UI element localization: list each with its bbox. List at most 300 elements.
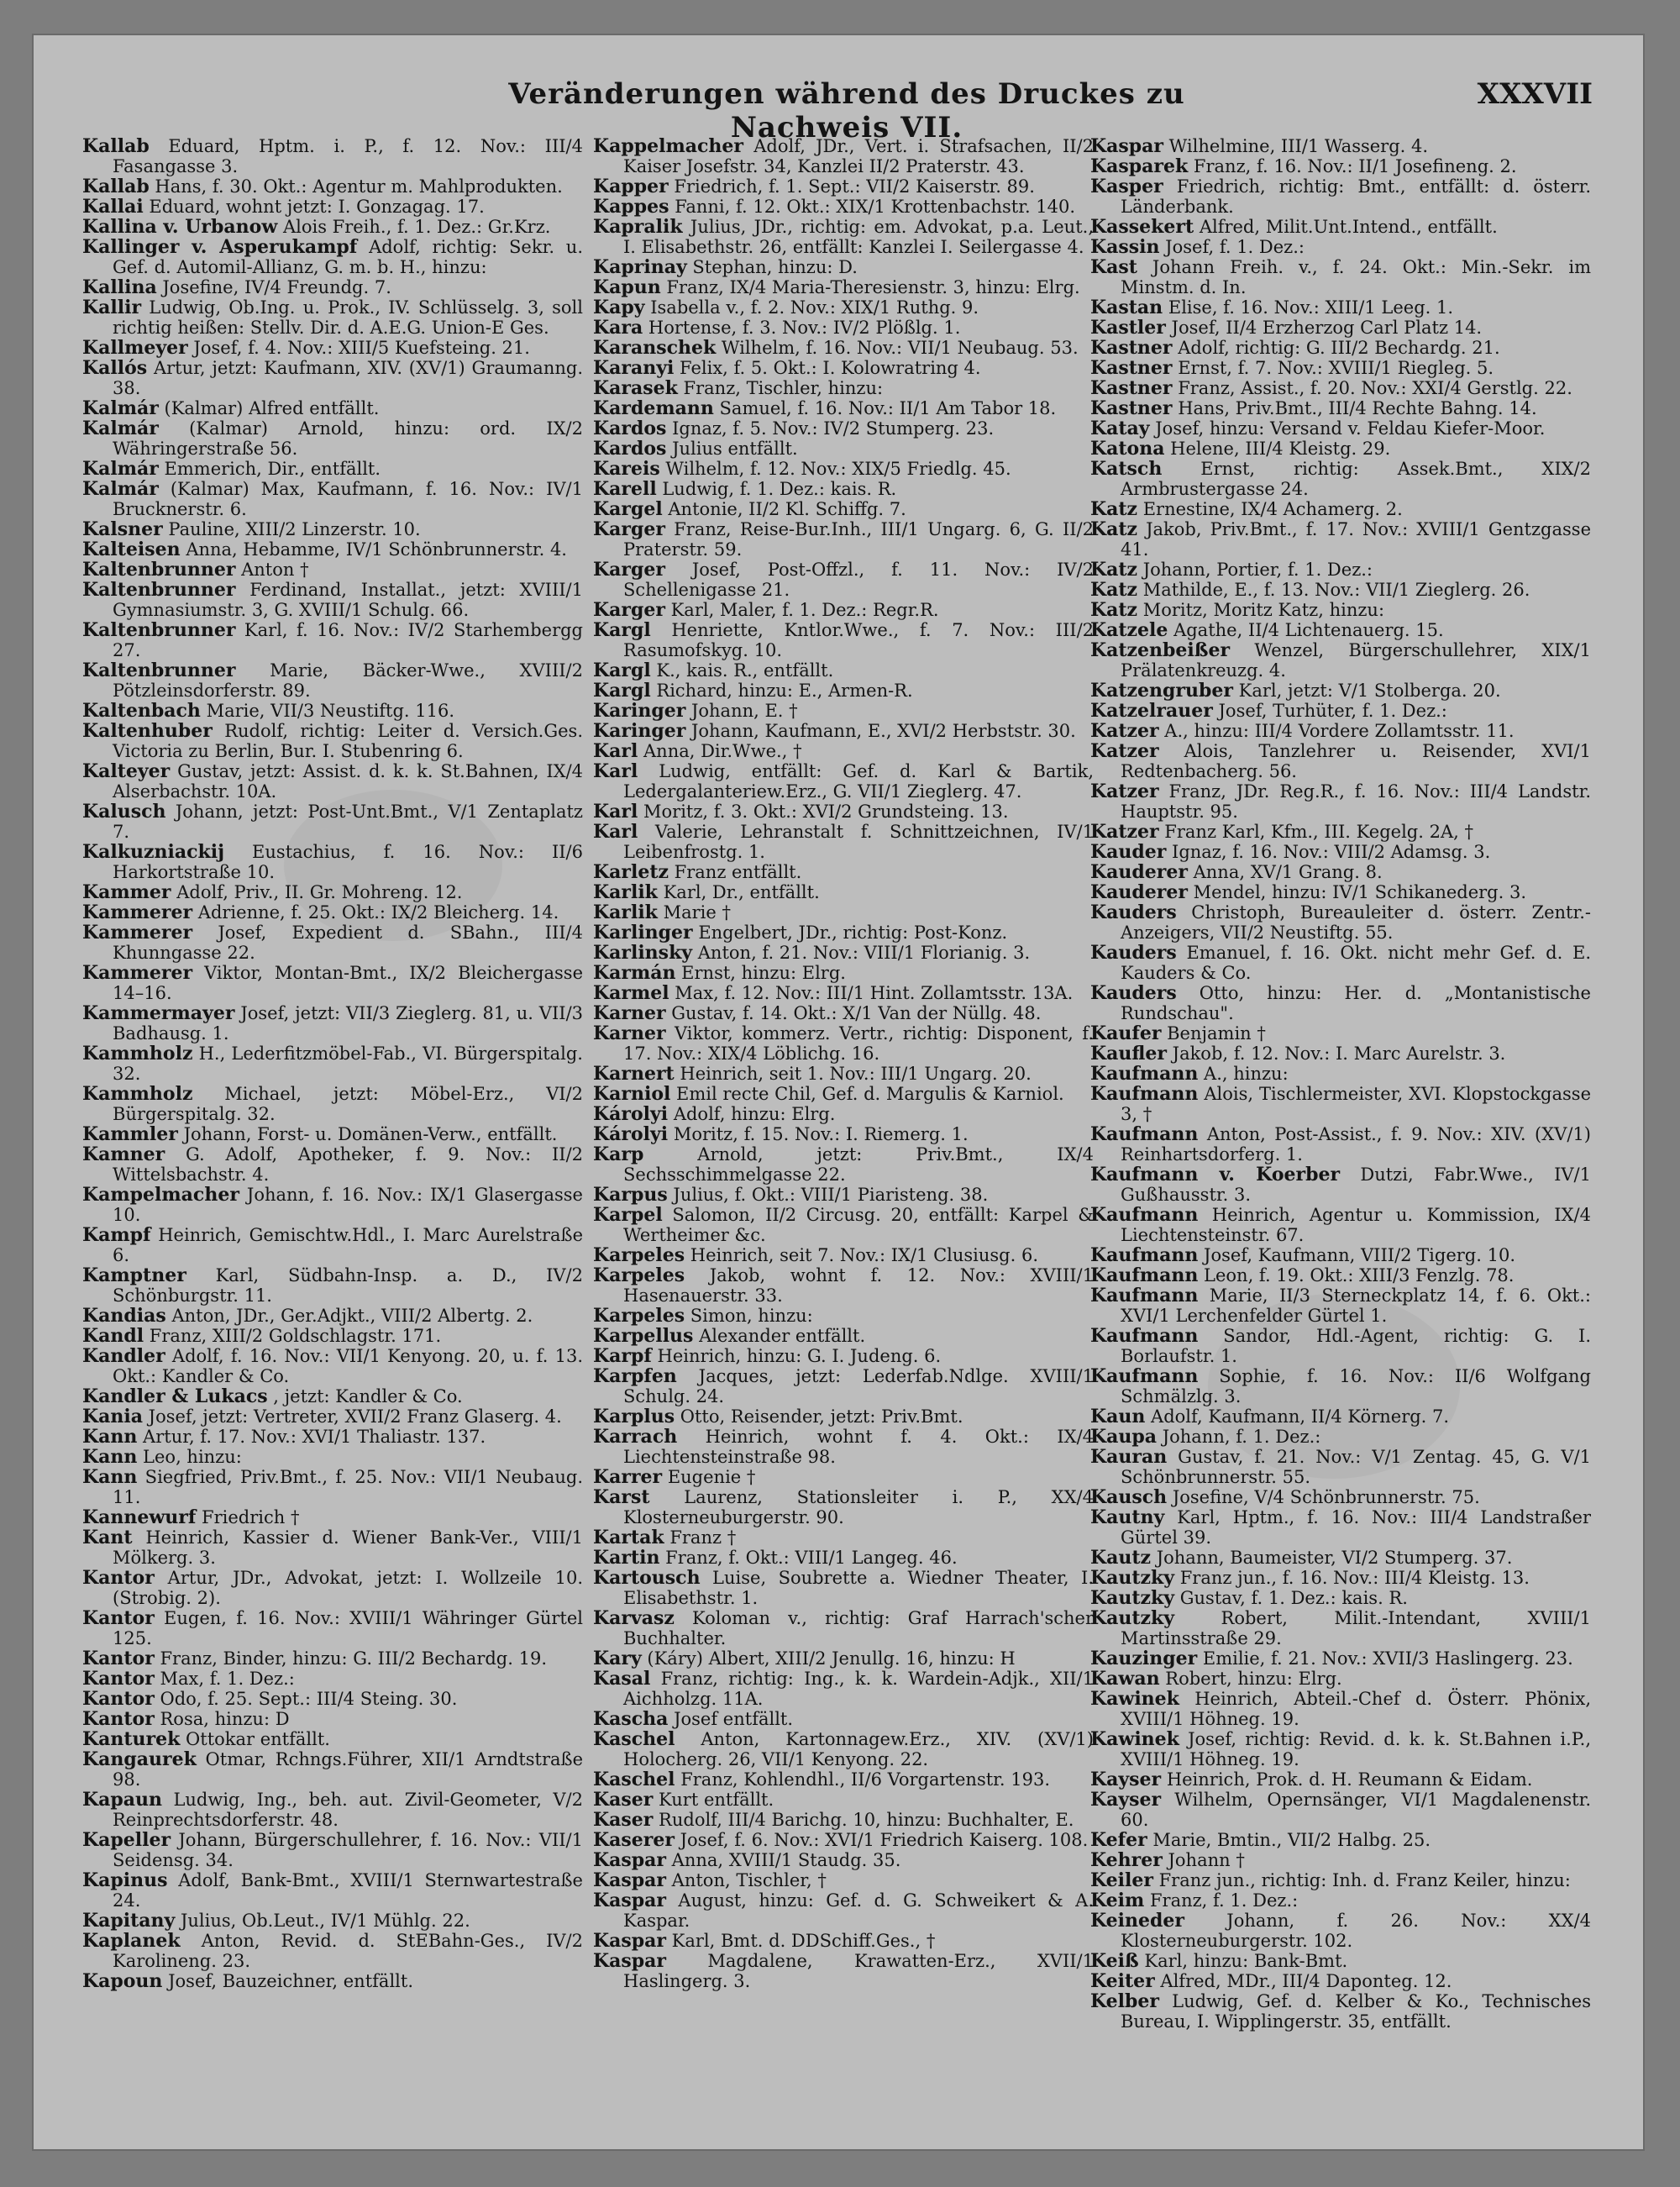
entry-name: Karinger (593, 700, 686, 722)
entry-name: Károlyi (593, 1103, 669, 1125)
directory-entry (82, 1729, 583, 1749)
entry-name: Kautzky (1090, 1567, 1175, 1589)
entry-details: Antonie, II/2 Kl. Schiffg. 7. (662, 499, 906, 519)
entry-details: (Kalmar) Arnold, hinzu: ord. IX/2 Währingerstraße 56. (113, 418, 583, 459)
entry-name: Kaschel (593, 1769, 675, 1790)
entry-name: Karanyi (593, 357, 675, 379)
entry-name: Kawan (1090, 1668, 1160, 1690)
directory-entry (593, 1104, 1094, 1124)
entry-details: Agathe, II/4 Lichtenauerg. 15. (1168, 620, 1444, 640)
entry-details: Max, f. 1. Dez.: (154, 1669, 295, 1689)
directory-entry (1090, 721, 1591, 741)
directory-entry (593, 1326, 1094, 1346)
entry-details: Anton, Revid. d. StEBahn-Ges., IV/2 Karolineng. 23. (113, 1931, 583, 1971)
column-left (82, 136, 583, 2119)
entry-name: Kartak (593, 1527, 664, 1548)
entry-name: Kautz (1090, 1547, 1152, 1569)
directory-entry (1090, 1427, 1591, 1447)
directory-entry (593, 923, 1094, 943)
entry-name: Kauderer (1090, 861, 1188, 883)
directory-entry (593, 1064, 1094, 1084)
entry-details: Mathilde, E., f. 13. Nov.: VII/1 Zieglerg. 26. (1137, 580, 1530, 600)
directory-entry (1090, 560, 1591, 580)
entry-name: Karl (593, 801, 638, 823)
entry-name: Kapinus (82, 1869, 168, 1891)
directory-entry (1090, 1245, 1591, 1265)
entry-details: Emanuel, f. 16. Okt. nicht mehr Gef. d. E. Kauders & Co. (1121, 943, 1591, 983)
entry-details: Karl, f. 16. Nov.: IV/2 Starhembergg 27. (113, 620, 583, 660)
entry-name: Kallina (82, 276, 157, 298)
entry-details: Heinrich, Gemischtw.Hdl., I. Marc Aurelstraße 6. (113, 1225, 583, 1265)
directory-entry (82, 237, 583, 277)
entry-details: Ottokar entfällt. (180, 1729, 330, 1749)
entry-details: Johann † (1162, 1850, 1245, 1870)
entry-details: Jacques, jetzt: Lederfab.Ndlge. XVIII/1 Schulg. 24. (623, 1366, 1094, 1406)
entry-name: Keiß (1090, 1950, 1139, 1972)
entry-details: Franz, richtig: Ing., k. k. Wardein-Adjk., XII/1 Aichholzg. 11A. (623, 1669, 1094, 1709)
entry-details: Johann, Baumeister, VI/2 Stumperg. 37. (1151, 1548, 1513, 1568)
entry-details: Heinrich, wohnt f. 4. Okt.: IX/4 Liechtensteinstraße 98. (623, 1427, 1094, 1467)
directory-entry (1090, 1669, 1591, 1689)
entry-name: Karp (593, 1143, 644, 1165)
directory-entry (1090, 519, 1591, 560)
entry-name: Kastner (1090, 377, 1173, 399)
entry-details: Friedrich, f. 1. Sept.: VII/2 Kaiserstr. 89. (668, 176, 1035, 197)
entry-details: Artur, f. 17. Nov.: XVI/1 Thaliastr. 137. (137, 1427, 486, 1447)
directory-entry (593, 1850, 1094, 1870)
directory-entry (1090, 338, 1591, 358)
directory-entry (82, 398, 583, 418)
entry-name: Katsch (1090, 458, 1163, 480)
directory-entry (1090, 1689, 1591, 1729)
directory-entry (82, 580, 583, 620)
directory-entry (593, 620, 1094, 660)
entry-name: Kammermayer (82, 1002, 235, 1024)
entry-details: Heinrich, Abteil.-Chef d. Österr. Phönix, XVIII/1 Höhneg. 19. (1121, 1689, 1591, 1729)
entry-name: Kassin (1090, 236, 1160, 258)
entry-details: Franz jun., f. 16. Nov.: III/4 Kleistg. 13. (1174, 1568, 1530, 1588)
entry-name: Kastner (1090, 357, 1173, 379)
entry-details: Eduard, wohnt jetzt: I. Gonzagag. 17. (143, 197, 485, 217)
directory-entry (82, 1689, 583, 1709)
directory-entry (1090, 1507, 1591, 1548)
entry-name: Kartousch (593, 1567, 701, 1589)
entry-details: Marie, II/3 Sterneckplatz 14, f. 6. Okt.: XVI/1 Lerchenfelder Gürtel 1. (1121, 1285, 1591, 1326)
directory-entry (1090, 822, 1591, 842)
entry-details: Johann, Forst- u. Domänen-Verw., entfällt. (177, 1124, 558, 1144)
entry-name: Kalsner (82, 518, 163, 540)
directory-entry (1090, 1326, 1591, 1366)
directory-entry (1090, 1447, 1591, 1487)
directory-entry (1090, 318, 1591, 338)
directory-entry (593, 1205, 1094, 1245)
entry-name: Kardos (593, 418, 667, 439)
entry-details: Marie, Bmtin., VII/2 Halbg. 25. (1147, 1830, 1431, 1850)
directory-entry (593, 1185, 1094, 1205)
entry-details: Franz Karl, Kfm., III. Kegelg. 2A, † (1158, 822, 1473, 842)
directory-entry (82, 1406, 583, 1427)
entry-details: Julius entfällt. (666, 439, 798, 459)
entry-name: Kamner (82, 1143, 165, 1165)
entry-details: Franz, Assist., f. 20. Nov.: XXI/4 Gerstlg. 22. (1172, 378, 1572, 398)
directory-entry (82, 923, 583, 963)
directory-entry (593, 701, 1094, 721)
directory-entry (593, 459, 1094, 479)
directory-entry (82, 1870, 583, 1911)
entry-name: Kandler & Lukacs (82, 1385, 268, 1407)
entry-details: Karl, Dr., entfällt. (657, 882, 820, 902)
directory-entry (82, 217, 583, 237)
directory-entry (593, 963, 1094, 983)
entry-name: Katz (1090, 498, 1138, 520)
entry-name: Katzelrauer (1090, 700, 1213, 722)
entry-details: Helene, III/4 Kleistg. 29. (1164, 439, 1391, 459)
entry-name: Kantor (82, 1567, 155, 1589)
directory-entry (1090, 1487, 1591, 1507)
entry-name: Kammholz (82, 1043, 193, 1065)
entry-name: Kasper (1090, 176, 1163, 197)
entry-name: Kantor (82, 1668, 155, 1690)
entry-details: Pauline, XIII/2 Linzerstr. 10. (162, 519, 421, 539)
entry-name: Katona (1090, 438, 1165, 460)
entry-name: Karlinger (593, 922, 693, 944)
entry-name: Kaplanek (82, 1930, 181, 1952)
entry-name: Kautzky (1090, 1587, 1175, 1609)
entry-name: Kaspar (1090, 136, 1163, 157)
entry-name: Karpeles (593, 1264, 685, 1286)
entry-name: Kapoun (82, 1970, 163, 1992)
directory-entry (82, 560, 583, 580)
directory-entry (82, 1830, 583, 1870)
directory-entry (593, 197, 1094, 217)
entry-details: Gustav, f. 21. Nov.: V/1 Zentag. 45, G. V/1 Schönbrunnerstr. 55. (1121, 1447, 1591, 1487)
entry-details: A., hinzu: III/4 Vordere Zollamtsstr. 11. (1158, 721, 1515, 741)
entry-details: Anton † (235, 560, 309, 580)
entry-name: Kant (82, 1527, 133, 1548)
entry-details: Moritz, Moritz Katz, hinzu: (1137, 600, 1385, 620)
entry-name: Kangaurek (82, 1748, 197, 1770)
entry-details: H., Lederfitzmöbel-Fab., VI. Bürgerspitalg. 32. (113, 1044, 583, 1084)
entry-name: Keiler (1090, 1869, 1153, 1891)
entry-details: Kurt entfällt. (653, 1790, 774, 1810)
entry-name: Kaspar (593, 1849, 666, 1871)
directory-entry (82, 1084, 583, 1124)
entry-name: Kantor (82, 1708, 155, 1730)
entry-name: Kary (593, 1648, 642, 1669)
entry-name: Kaltenbrunner (82, 619, 236, 641)
directory-entry (1090, 459, 1591, 499)
directory-entry (82, 479, 583, 519)
entry-details: Heinrich, hinzu: G. I. Judeng. 6. (651, 1346, 942, 1366)
entry-details: Hans, f. 30. Okt.: Agentur m. Mahlprodukten. (149, 176, 563, 197)
entry-name: Kassekert (1090, 216, 1194, 238)
entry-details: Alexander entfällt. (693, 1326, 866, 1346)
entry-details: Franz jun., richtig: Inh. d. Franz Keiler, hinzu: (1152, 1870, 1571, 1890)
directory-entry (82, 963, 583, 1003)
entry-name: Kayser (1090, 1789, 1162, 1811)
directory-entry (593, 136, 1094, 176)
entry-details: Alois, Tischlermeister, XVI. Klopstockgasse 3, † (1121, 1084, 1591, 1124)
directory-entry (82, 1144, 583, 1185)
entry-name: Kapper (593, 176, 669, 197)
entry-details: Otmar, Rchngs.Führer, XII/1 Arndtstraße 98. (113, 1749, 583, 1790)
directory-entry (593, 338, 1094, 358)
entry-details: Johann, jetzt: Post-Unt.Bmt., V/1 Zentaplatz 7. (113, 802, 583, 842)
entry-name: Karrer (593, 1466, 663, 1488)
entry-details: Josef, jetzt: VII/3 Zieglerg. 81, u. VII/3 Badhausg. 1. (113, 1003, 583, 1044)
directory-entry (82, 761, 583, 802)
entry-name: Kantor (82, 1607, 155, 1629)
entry-name: Katzer (1090, 821, 1159, 843)
directory-entry (1090, 781, 1591, 822)
entry-details: Heinrich, seit 1. Nov.: III/1 Ungarg. 20. (674, 1064, 1032, 1084)
entry-name: Kastan (1090, 297, 1163, 318)
directory-entry (593, 318, 1094, 338)
entry-name: Kapeller (82, 1829, 171, 1851)
entry-details: (Káry) Albert, XIII/2 Jenullg. 16, hinzu: H (641, 1648, 1016, 1669)
directory-entry (1090, 439, 1591, 459)
directory-entry (593, 1931, 1094, 1951)
entry-details: Sandor, Hdl.-Agent, richtig: G. I. Borlaufstr. 1. (1121, 1326, 1591, 1366)
directory-entry (1090, 418, 1591, 439)
entry-details: Anna, XV/1 Grang. 8. (1187, 862, 1383, 882)
directory-entry (82, 1709, 583, 1729)
directory-entry (82, 297, 583, 338)
entry-name: Kautzky (1090, 1607, 1175, 1629)
entry-name: Kaufmann (1090, 1063, 1199, 1085)
entry-name: Kayser (1090, 1769, 1162, 1790)
entry-name: Kardos (593, 438, 667, 460)
directory-entry (593, 1346, 1094, 1366)
directory-entry (82, 1467, 583, 1507)
directory-entry (82, 1971, 583, 1991)
entry-name: Karpel (593, 1204, 663, 1226)
entry-name: Karplus (593, 1406, 675, 1427)
entry-details: A., hinzu: (1198, 1064, 1289, 1084)
entry-name: Kappelmacher (593, 136, 744, 157)
entry-name: Kaun (1090, 1406, 1146, 1427)
entry-name: Kausch (1090, 1486, 1168, 1508)
entry-name: Karinger (593, 720, 686, 742)
directory-entry (82, 539, 583, 560)
entry-details: Viktor, Montan-Bmt., IX/2 Bleichergasse 14–16. (113, 963, 583, 1003)
entry-name: Kanturek (82, 1728, 181, 1750)
entry-name: Kauder (1090, 841, 1167, 863)
entry-details: Franz, XIII/2 Goldschlagstr. 171. (144, 1326, 442, 1346)
entry-details: Ferdinand, Installat., jetzt: XVIII/1 Gymnasiumstr. 3, G. XVIII/1 Schulg. 66. (113, 580, 583, 620)
entry-name: Kannewurf (82, 1506, 197, 1528)
directory-entry (82, 1427, 583, 1447)
entry-details: Franz, Binder, hinzu: G. III/2 Bechardg. 19. (154, 1648, 548, 1669)
entry-name: Karrach (593, 1426, 678, 1448)
entry-details: Josef, Kaufmann, VIII/2 Tigerg. 10. (1198, 1245, 1516, 1265)
directory-entry (82, 902, 583, 923)
entry-name: Kaser (593, 1809, 654, 1831)
entry-details: (Kalmar) Alfred entfällt. (158, 398, 380, 418)
entry-details: Karl, Bmt. d. DDSchiff.Ges., † (666, 1931, 936, 1951)
entry-details: Stephan, hinzu: D. (686, 257, 858, 277)
entry-name: Katzer (1090, 740, 1159, 762)
entry-name: Kaufmann (1090, 1204, 1199, 1226)
directory-page (32, 34, 1645, 2151)
entry-details: , jetzt: Kandler & Co. (267, 1386, 463, 1406)
directory-entry (1090, 580, 1591, 600)
entry-details: Eugen, f. 16. Nov.: XVIII/1 Währinger Gürtel 125. (113, 1608, 583, 1648)
entry-details: Alfred, Milit.Unt.Intend., entfällt. (1194, 217, 1498, 237)
entry-details: Arnold, jetzt: Priv.Bmt., IX/4 Sechsschimmelgasse 22. (623, 1144, 1094, 1185)
directory-entry (1090, 1769, 1591, 1790)
entry-name: Karl (593, 740, 638, 762)
entry-details: Gustav, f. 14. Okt.: X/1 Van der Nüllg. 48. (665, 1003, 1042, 1023)
entry-name: Kardemann (593, 397, 714, 419)
entry-name: Kallai (82, 196, 144, 218)
entry-name: Kaufmann v. Koerber (1090, 1164, 1341, 1186)
directory-entry (593, 1729, 1094, 1769)
entry-details: Michael, jetzt: Möbel-Erz., VI/2 Bürgerspitalg. 32. (113, 1084, 583, 1124)
directory-entry (1090, 842, 1591, 862)
directory-entry (593, 1709, 1094, 1729)
directory-entry (593, 1306, 1094, 1326)
directory-entry (593, 1830, 1094, 1850)
page-number: XXXVII (1477, 77, 1593, 111)
entry-details: Hortense, f. 3. Nov.: IV/2 Plößlg. 1. (643, 318, 961, 338)
entry-name: Kareis (593, 458, 660, 480)
entry-name: Kalmár (82, 397, 159, 419)
directory-entry (593, 1487, 1094, 1527)
directory-entry (593, 1406, 1094, 1427)
directory-entry (1090, 882, 1591, 902)
entry-name: Kauders (1090, 982, 1177, 1004)
entry-details: Karl, Südbahn-Insp. a. D., IV/2 Schönburgstr. 11. (113, 1265, 583, 1306)
entry-name: Keineder (1090, 1910, 1184, 1932)
entry-details: Ludwig, Gef. d. Kelber & Ko., Technisches Bureau, I. Wipplingerstr. 35, entfällt. (1121, 1991, 1591, 2032)
entry-name: Karpellus (593, 1325, 694, 1347)
entry-name: Kampelmacher (82, 1184, 239, 1206)
entry-details: Karl, hinzu: Bank-Bmt. (1138, 1951, 1348, 1971)
entry-details: Emilie, f. 21. Nov.: XVII/3 Haslingerg. 23. (1197, 1648, 1573, 1669)
entry-details: Luise, Soubrette a. Wiedner Theater, I. Elisabethstr. 1. (623, 1568, 1094, 1608)
entry-details: Adolf, richtig: G. III/2 Bechardg. 21. (1172, 338, 1500, 358)
entry-name: Kalteisen (82, 539, 181, 560)
entry-name: Katzele (1090, 619, 1168, 641)
entry-details: Josef, hinzu: Versand v. Feldau Kiefer-Moor. (1149, 418, 1546, 439)
directory-entry (1090, 1044, 1591, 1064)
entry-name: Kaltenbrunner (82, 579, 236, 601)
entry-details: Ludwig, entfällt: Gef. d. Karl & Bartik, Ledergalanteriew.Erz., G. VII/1 Zieglerg. 47. (623, 761, 1094, 802)
entry-name: Karnert (593, 1063, 675, 1085)
entry-name: Kaufler (1090, 1043, 1167, 1065)
directory-entry (1090, 1991, 1591, 2032)
entry-details: Alois, Tanzlehrer u. Reisender, XVI/1 Redtenbacherg. 56. (1121, 741, 1591, 781)
entry-name: Kallab (82, 136, 150, 157)
directory-entry (593, 1890, 1094, 1931)
entry-name: Kaufmann (1090, 1244, 1199, 1266)
entry-name: Karasek (593, 377, 678, 399)
directory-entry (82, 1931, 583, 1971)
entry-name: Kaprinay (593, 256, 687, 278)
directory-entry (593, 1023, 1094, 1064)
entry-details: Artur, JDr., Advokat, jetzt: I. Wollzeile 10. (Strobig. 2). (113, 1568, 583, 1608)
entry-name: Kallinger v. Asperukampf (82, 236, 358, 258)
entry-details: Koloman v., richtig: Graf Harrach'scher Buchhalter. (623, 1608, 1094, 1648)
entry-name: Kalteyer (82, 760, 171, 782)
directory-entry (593, 1084, 1094, 1104)
entry-details: Franz, Tischler, hinzu: (677, 378, 884, 398)
entry-details: Ludwig, Ob.Ing. u. Prok., IV. Schlüsselg. 3, soll richtig heißen: Stellv. Dir. d. A.E.G. Union-E Ges. (113, 297, 583, 338)
directory-entry (82, 701, 583, 721)
entry-details: Leo, hinzu: (137, 1447, 242, 1467)
directory-entry (82, 882, 583, 902)
entry-name: Katzer (1090, 720, 1159, 742)
entry-name: Kallab (82, 176, 150, 197)
entry-name: Kawinek (1090, 1688, 1179, 1710)
entry-name: Kallir (82, 297, 142, 318)
directory-entry (82, 1185, 583, 1225)
entry-details: Johann, f. 1. Dez.: (1157, 1427, 1321, 1447)
entry-name: Kammler (82, 1123, 178, 1145)
entry-name: Kantor (82, 1648, 155, 1669)
entry-details: Leon, f. 19. Okt.: XIII/3 Fenzlg. 78. (1198, 1265, 1515, 1285)
entry-name: Kammholz (82, 1083, 193, 1105)
directory-entry (82, 136, 583, 176)
entry-name: Karl (593, 760, 638, 782)
entry-details: Henriette, Kntlor.Wwe., f. 7. Nov.: III/2 Rasumofskyg. 10. (623, 620, 1094, 660)
entry-name: Kaufmann (1090, 1325, 1199, 1347)
directory-entry (82, 1386, 583, 1406)
page-title: Veränderungen während des Druckes zu Nachweis VII. (508, 77, 1185, 145)
entry-name: Karst (593, 1486, 650, 1508)
directory-entry (82, 197, 583, 217)
directory-entry (593, 862, 1094, 882)
entry-name: Kapun (593, 276, 661, 298)
entry-details: Ernst, hinzu: Elrg. (675, 963, 846, 983)
entry-name: Katzenbeißer (1090, 639, 1231, 661)
entry-name: Kaufmann (1090, 1285, 1199, 1306)
directory-entry (1090, 156, 1591, 176)
entry-details: Sophie, f. 16. Nov.: II/6 Wolfgang Schmälzlg. 3. (1121, 1366, 1591, 1406)
directory-entry (82, 1306, 583, 1326)
entry-name: Karl (593, 821, 638, 843)
directory-entry (1090, 1023, 1591, 1044)
entry-name: Kauders (1090, 902, 1177, 923)
directory-entry (82, 1225, 583, 1265)
directory-entry (1090, 1588, 1591, 1608)
entry-details: Wilhelm, f. 16. Nov.: VII/1 Neubaug. 53. (716, 338, 1079, 358)
directory-entry (1090, 1084, 1591, 1124)
entry-name: Karner (593, 1023, 666, 1044)
entry-details: Josef, Bauzeichner, entfällt. (162, 1971, 413, 1991)
directory-entry (1090, 1124, 1591, 1164)
directory-entry (593, 1366, 1094, 1406)
entry-details: Engelbert, JDr., richtig: Post-Konz. (692, 923, 1008, 943)
entry-name: Karpus (593, 1184, 668, 1206)
entry-name: Kammerer (82, 902, 193, 923)
directory-entry (593, 499, 1094, 519)
entry-name: Katzengruber (1090, 680, 1233, 702)
entry-name: Kann (82, 1446, 138, 1468)
directory-entry (1090, 701, 1591, 721)
entry-name: Karlik (593, 902, 658, 923)
entry-name: Kaltenbrunner (82, 660, 236, 681)
directory-entry (82, 1326, 583, 1346)
entry-details: Josef entfällt. (668, 1709, 794, 1729)
entry-details: Karl, Maler, f. 1. Dez.: Regr.R. (664, 600, 939, 620)
directory-entry (593, 1769, 1094, 1790)
entry-details: Salomon, II/2 Circusg. 20, entfällt: Karpel & Wertheimer &c. (623, 1205, 1094, 1245)
entry-details: Johann, Kaufmann, E., XVI/2 Herbststr. 30. (685, 721, 1076, 741)
directory-entry (82, 1447, 583, 1467)
entry-details: Wilhelm, f. 12. Nov.: XIX/5 Friedlg. 45. (659, 459, 1011, 479)
